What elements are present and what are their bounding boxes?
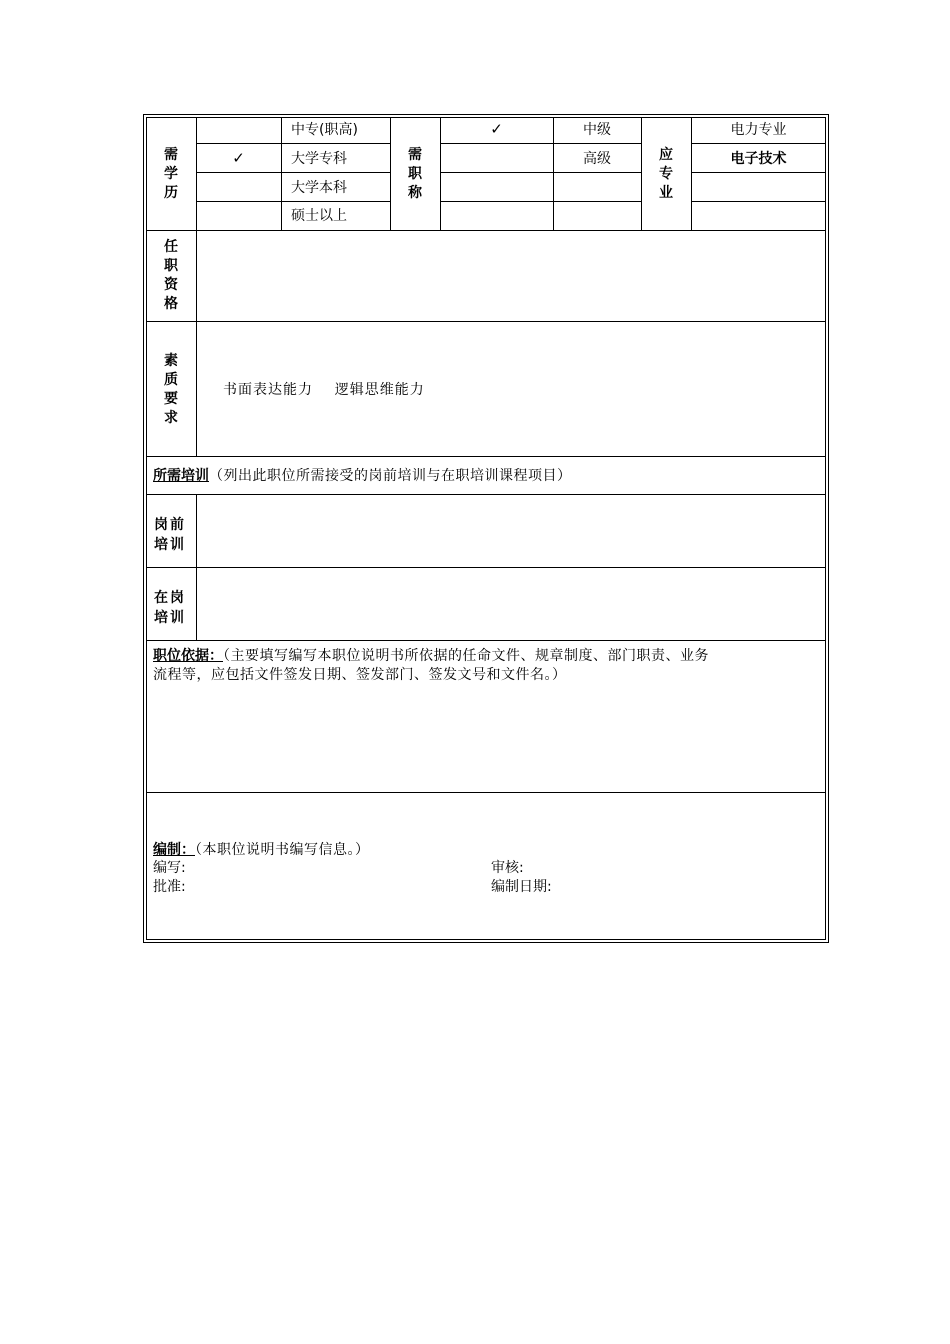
section-line-4 xyxy=(146,494,826,495)
training-title: 所需培训 xyxy=(153,468,209,484)
inner-border xyxy=(146,117,826,940)
section-line-5 xyxy=(146,567,826,568)
label-col-divider-quality xyxy=(196,321,197,456)
education-label: 需学历 xyxy=(164,147,178,201)
compile-approver: 批准: xyxy=(153,879,186,895)
quality-content: 书面表达能力 逻辑思维能力 xyxy=(223,382,425,398)
on-job-label-line1: 在岗 xyxy=(154,590,186,606)
basis-title: 职位依据： xyxy=(153,648,223,664)
pre-job-training-label xyxy=(154,515,186,555)
quality-label: 素质要求 xyxy=(164,353,178,426)
edu-row-line-3 xyxy=(196,201,390,202)
major-item-1: 电子技术 xyxy=(730,151,787,167)
pre-job-label-line1: 岗前 xyxy=(154,517,186,533)
major-label: 应专业 xyxy=(659,147,673,201)
compile-title: 编制： xyxy=(153,842,195,858)
edu-title-divider xyxy=(390,117,391,230)
education-check-1[interactable]: ✓ xyxy=(232,149,245,167)
compile-section xyxy=(153,841,370,860)
compile-reviewer: 审核: xyxy=(491,860,524,876)
section-line-6 xyxy=(146,640,826,641)
label-col-divider-top xyxy=(196,117,197,321)
education-level-3: 硕士以上 xyxy=(291,208,347,224)
section-line-7 xyxy=(146,792,826,793)
title-major-divider xyxy=(641,117,642,230)
section-line-1 xyxy=(146,230,826,231)
education-level-2: 大学本科 xyxy=(291,180,347,196)
training-header xyxy=(153,469,572,483)
compile-writer: 编写: xyxy=(153,860,186,876)
title-level-0: 中级 xyxy=(583,122,611,138)
title-row-line-3 xyxy=(440,201,641,202)
basis-section xyxy=(153,647,709,685)
on-job-label-line2: 培训 xyxy=(154,610,186,626)
section-line-3 xyxy=(146,456,826,457)
major-row-line-2 xyxy=(691,172,826,173)
qualification-label: 任职资格 xyxy=(164,239,178,312)
compile-date: 编制日期: xyxy=(491,879,552,895)
on-job-training-label xyxy=(154,588,186,628)
title-check-0[interactable]: ✓ xyxy=(490,120,503,138)
basis-note-line2: 流程等，应包括文件签发日期、签发部门、签发文号和文件名。） xyxy=(153,667,567,683)
section-line-2 xyxy=(146,321,826,322)
title-row-line-2 xyxy=(440,172,641,173)
title-level-1: 高级 xyxy=(583,151,611,167)
edu-row-line-1 xyxy=(196,143,390,144)
compile-note: （本职位说明书编写信息。） xyxy=(195,842,370,858)
major-item-0: 电力专业 xyxy=(730,122,787,138)
title-label: 需职称 xyxy=(408,147,422,201)
major-row-line-1 xyxy=(691,143,826,144)
job-description-form xyxy=(143,114,829,943)
education-level-1: 大学专科 xyxy=(291,151,347,167)
label-col-divider-training xyxy=(196,494,197,640)
training-note: （列出此职位所需接受的岗前培训与在职培训课程项目） xyxy=(209,468,572,484)
basis-note-line1: （主要填写编写本职位说明书所依据的任命文件、规章制度、部门职责、业务 xyxy=(223,648,709,664)
edu-col-divider xyxy=(281,117,282,230)
major-row-line-3 xyxy=(691,201,826,202)
edu-row-line-2 xyxy=(196,172,390,173)
title-row-line-1 xyxy=(440,143,641,144)
education-level-0: 中专(职高) xyxy=(291,122,358,138)
pre-job-label-line2: 培训 xyxy=(154,537,186,553)
